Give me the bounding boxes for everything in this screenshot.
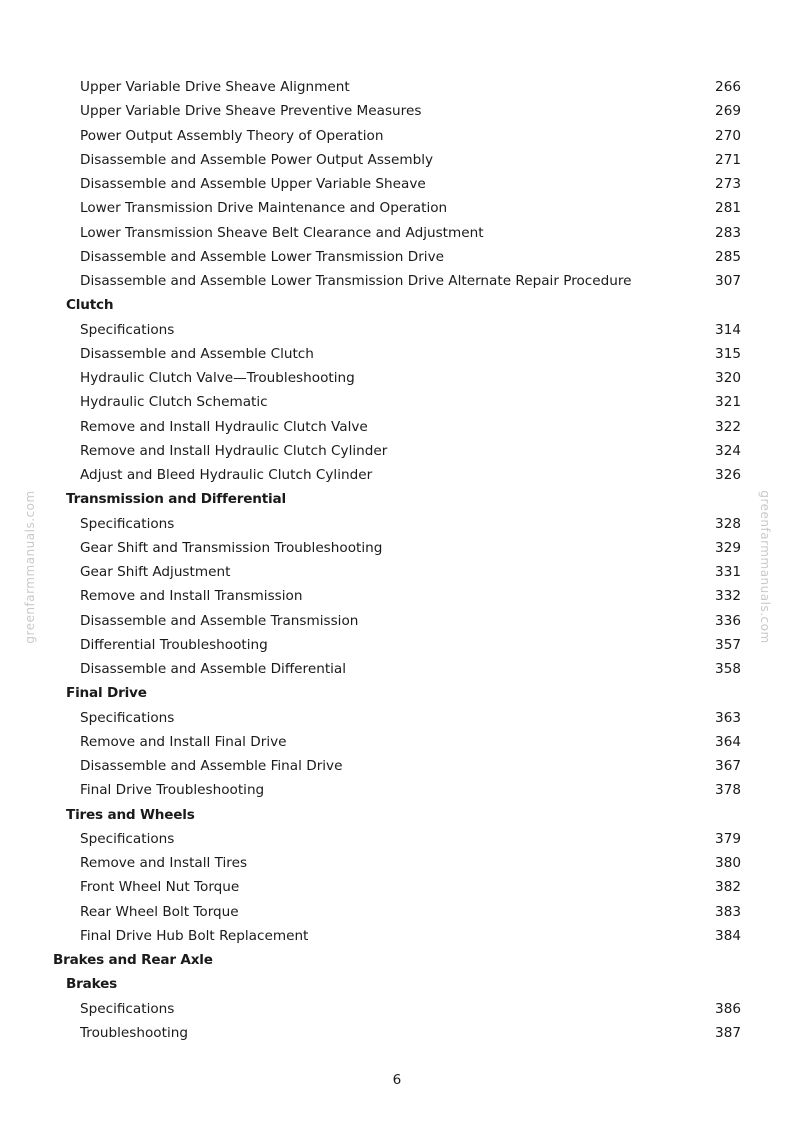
table-of-contents: [0, 75, 794, 1045]
toc-entry[interactable]: [0, 196, 794, 220]
toc-entry[interactable]: [0, 536, 794, 560]
toc-entry-title: Final Drive Hub Bolt Replacement: [80, 927, 309, 944]
toc-entry[interactable]: [0, 900, 794, 924]
toc-section-heading[interactable]: [0, 803, 794, 827]
toc-entry[interactable]: [0, 997, 794, 1021]
toc-entry-title: Disassemble and Assemble Upper Variable Sheave: [80, 176, 426, 192]
toc-entry[interactable]: [0, 730, 794, 754]
toc-entry-page-number: 336: [715, 612, 741, 629]
toc-entry[interactable]: [0, 657, 794, 681]
page-number: 6: [392, 1072, 402, 1088]
toc-entry-title: Gear Shift Adjustment: [80, 564, 231, 580]
toc-entry-page-number: 273: [715, 176, 741, 192]
toc-entry-page-number: 321: [715, 394, 741, 411]
toc-entry-page-number: 331: [715, 564, 741, 580]
toc-entry-page-number: 378: [715, 782, 741, 799]
toc-section-heading[interactable]: [0, 948, 794, 972]
toc-entry[interactable]: [0, 560, 794, 584]
toc-entry-title: Lower Transmission Drive Maintenance and Operation: [80, 200, 448, 217]
toc-entry[interactable]: [0, 827, 794, 851]
toc-entry-title: Transmission and Differential: [66, 491, 286, 508]
toc-entry-title: Specifications: [80, 709, 175, 726]
toc-entry[interactable]: [0, 754, 794, 778]
toc-entry[interactable]: [0, 463, 794, 487]
toc-entry[interactable]: [0, 633, 794, 657]
toc-entry-page-number: 387: [715, 1024, 741, 1041]
toc-entry-title: Hydraulic Clutch Valve—Troubleshooting: [80, 370, 355, 386]
toc-entry[interactable]: [0, 221, 794, 245]
toc-entry-page-number: 357: [715, 636, 741, 653]
toc-entry-page-number: 269: [715, 103, 741, 120]
toc-entry-title: Gear Shift and Transmission Troubleshooting: [80, 539, 383, 556]
toc-entry-title: Remove and Install Hydraulic Clutch Cylinder: [80, 442, 388, 459]
toc-entry-title: Disassemble and Assemble Lower Transmission Drive Alternate Repair Procedure: [80, 273, 632, 289]
toc-entry-title: Disassemble and Assemble Power Output Assembly: [80, 151, 434, 168]
toc-entry-title: Clutch: [66, 297, 114, 314]
toc-entry-title: Rear Wheel Bolt Torque: [80, 903, 239, 920]
toc-entry[interactable]: [0, 584, 794, 608]
toc-entry-page-number: 326: [715, 467, 741, 483]
toc-entry-page-number: 315: [715, 345, 741, 362]
toc-entry-title: Remove and Install Tires: [80, 855, 248, 871]
toc-entry[interactable]: [0, 778, 794, 802]
toc-entry-title: Hydraulic Clutch Schematic: [80, 394, 268, 411]
watermark-right: greenfarmmanuals.com: [758, 490, 772, 644]
toc-entry-title: Upper Variable Drive Sheave Preventive Measures: [80, 103, 422, 120]
toc-entry[interactable]: [0, 512, 794, 536]
toc-entry[interactable]: [0, 924, 794, 948]
toc-entry-title: Specifications: [80, 830, 175, 847]
toc-entry[interactable]: [0, 851, 794, 875]
toc-entry-title: Specifications: [80, 515, 175, 532]
toc-entry-page-number: 363: [715, 709, 741, 726]
toc-section-heading[interactable]: [0, 681, 794, 705]
toc-entry-title: Disassemble and Assemble Differential: [80, 661, 347, 677]
toc-entry-page-number: 383: [715, 903, 741, 920]
toc-entry-title: Final Drive Troubleshooting: [80, 782, 265, 799]
toc-entry-page-number: 382: [715, 879, 741, 896]
toc-entry-title: Brakes and Rear Axle: [53, 952, 213, 968]
toc-entry[interactable]: [0, 415, 794, 439]
toc-entry-page-number: 386: [715, 1000, 741, 1017]
toc-entry-page-number: 379: [715, 830, 741, 847]
toc-entry-title: Disassemble and Assemble Final Drive: [80, 758, 343, 774]
toc-entry-page-number: 320: [715, 370, 741, 386]
toc-entry-title: Remove and Install Hydraulic Clutch Valve: [80, 418, 368, 435]
toc-entry[interactable]: [0, 148, 794, 172]
toc-entry[interactable]: [0, 1021, 794, 1045]
toc-entry-page-number: 271: [715, 151, 741, 168]
toc-entry-page-number: 285: [715, 248, 741, 265]
toc-entry-title: Adjust and Bleed Hydraulic Clutch Cylinder: [80, 467, 373, 483]
toc-entry-title: Disassemble and Assemble Lower Transmission Drive: [80, 248, 444, 265]
toc-entry[interactable]: [0, 342, 794, 366]
toc-entry[interactable]: [0, 609, 794, 633]
toc-entry-page-number: 332: [715, 588, 741, 605]
toc-entry-page-number: 364: [715, 733, 741, 750]
toc-entry-title: Disassemble and Assemble Clutch: [80, 345, 314, 362]
toc-entry-page-number: 314: [715, 321, 741, 338]
toc-section-heading[interactable]: [0, 487, 794, 511]
toc-entry[interactable]: [0, 875, 794, 899]
toc-entry[interactable]: [0, 245, 794, 269]
watermark-left: greenfarmmanuals.com: [23, 490, 37, 644]
toc-entry-title: Remove and Install Final Drive: [80, 733, 287, 750]
toc-entry[interactable]: [0, 75, 794, 99]
toc-entry[interactable]: [0, 390, 794, 414]
toc-entry[interactable]: [0, 706, 794, 730]
toc-entry-title: Upper Variable Drive Sheave Alignment: [80, 79, 350, 95]
toc-entry-page-number: 380: [715, 855, 741, 871]
toc-entry-page-number: 307: [715, 273, 741, 289]
toc-section-heading[interactable]: [0, 293, 794, 317]
toc-entry-page-number: 367: [715, 758, 741, 774]
toc-entry-title: Brakes: [66, 976, 118, 993]
toc-entry-title: Front Wheel Nut Torque: [80, 879, 240, 896]
toc-entry-title: Remove and Install Transmission: [80, 588, 303, 605]
toc-entry-page-number: 384: [715, 927, 741, 944]
toc-entry-page-number: 266: [715, 79, 741, 95]
toc-entry-title: Power Output Assembly Theory of Operation: [80, 127, 384, 144]
toc-entry-page-number: 322: [715, 418, 741, 435]
toc-entry[interactable]: [0, 172, 794, 196]
toc-entry-title: Specifications: [80, 321, 175, 338]
toc-entry[interactable]: [0, 269, 794, 293]
toc-entry[interactable]: [0, 124, 794, 148]
toc-entry[interactable]: [0, 366, 794, 390]
toc-entry-title: Disassemble and Assemble Transmission: [80, 612, 359, 629]
toc-entry-title: Lower Transmission Sheave Belt Clearance and Adjustment: [80, 224, 484, 241]
toc-entry-page-number: 358: [715, 661, 741, 677]
toc-entry-title: Tires and Wheels: [66, 806, 195, 823]
toc-entry-page-number: 328: [715, 515, 741, 532]
toc-entry[interactable]: [0, 439, 794, 463]
toc-entry-page-number: 270: [715, 127, 741, 144]
toc-entry[interactable]: [0, 318, 794, 342]
toc-section-heading[interactable]: [0, 972, 794, 996]
toc-entry-title: Final Drive: [66, 685, 147, 702]
toc-entry-title: Specifications: [80, 1000, 175, 1017]
toc-entry[interactable]: [0, 99, 794, 123]
toc-entry-page-number: 281: [715, 200, 741, 217]
toc-entry-title: Differential Troubleshooting: [80, 636, 268, 653]
toc-entry-page-number: 283: [715, 224, 741, 241]
toc-entry-page-number: 329: [715, 539, 741, 556]
toc-entry-title: Troubleshooting: [80, 1024, 188, 1041]
toc-entry-page-number: 324: [715, 442, 741, 459]
